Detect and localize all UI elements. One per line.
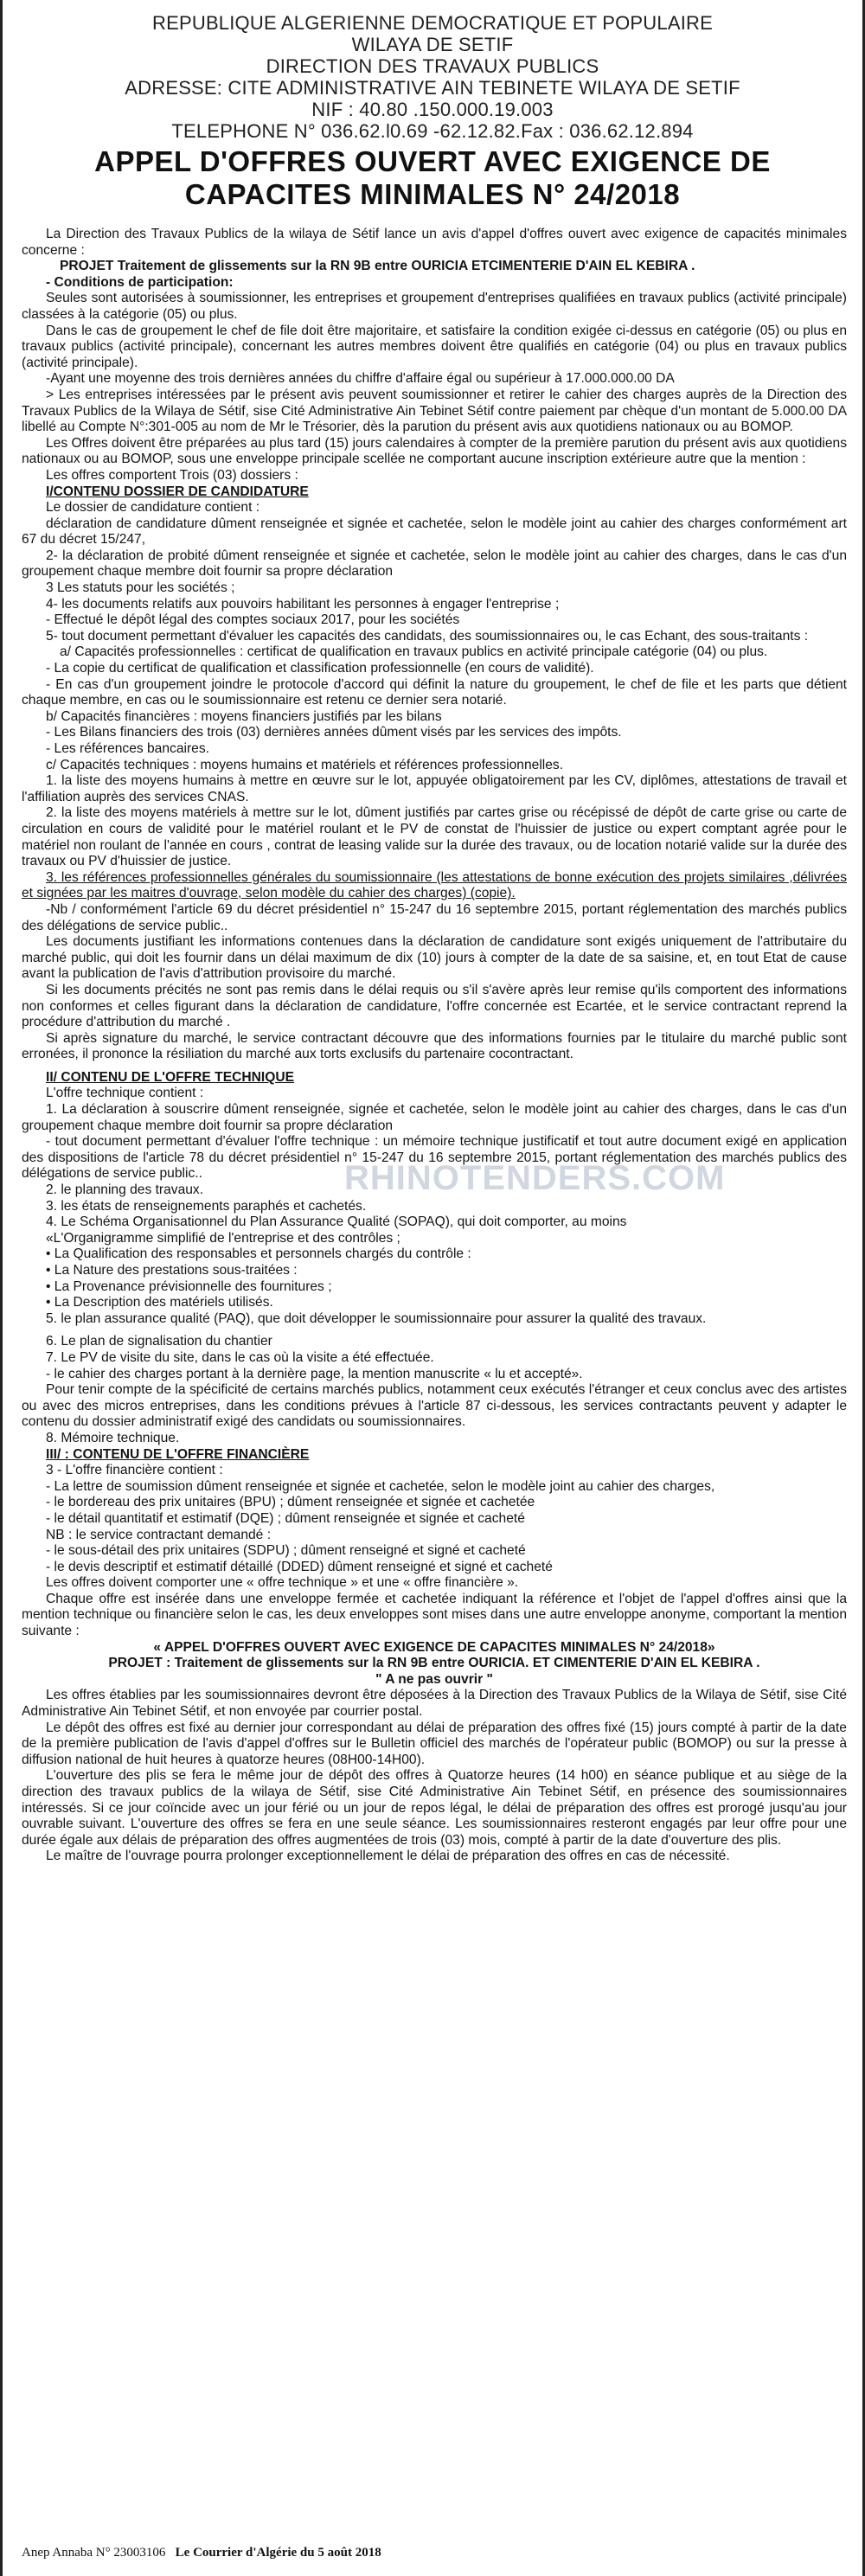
paragraph: NB : le service contractant demandé : [46, 1527, 272, 1542]
paragraph: Les offres doivent comporter une « offre technique » et une « offre financière ». [46, 1575, 519, 1591]
section-heading-financiere: III/ : CONTENU DE L'OFFRE FINANCIÈRE [46, 1446, 310, 1462]
watermark: RHINOTENDERS.COM [344, 1159, 726, 1197]
publication-footer [22, 2546, 381, 2560]
header-line-wilaya: WILAYA DE SETIF [351, 34, 514, 55]
paragraph: 2- la déclaration de probité dûment renseignée et signée et cachetée, selon le modèle joint au cahier des charges, dans le cas d'un groupement chaque membre doit fournir sa propre déclaration [22, 548, 847, 580]
do-not-open-mention: " A ne pas ouvrir " [375, 1671, 493, 1687]
paragraph: Pour tenir compte de la spécificité de certains marchés publics, notamment ceux exécutés l'étranger et ceux conclus avec des artistes ou avec des micros entreprises, dans les conditions prévues à l'article 87 ci-dessous, les services contractants peuvent y adapter le contenu du dossier administratif exigé des candidats ou soumissionnaires. [22, 1382, 847, 1430]
header-line-address: ADRESSE: CITE ADMINISTRATIVE AIN TEBINETE WILAYA DE SETIF [125, 77, 740, 99]
paragraph: 4. Le Schéma Organisationnel du Plan Assurance Qualité (SOPAQ), qui doit comporter, au moins [46, 1214, 627, 1230]
paragraph: Seules sont autorisées à soumissionner, les entreprises et groupement d'entreprises qualifiées en travaux publics (activité principale) classées à la catégorie (05) ou plus. [22, 291, 847, 322]
paragraph: > Les entreprises intéressées par le présent avis peuvent soumissionner et retirer le cahier des charges auprès de la Direction des Travaux Publics de la Wilaya de Sétif, sise Cité Administrative Ain Tebinet Sétif contre paiement par chèque d'un montant de 5.000.00 DA libellé au Compte N°:301-005 au nom de Mr le Trésorier, dès la parution du présent avis aux quotidiens nationaux ou au BOMOP. [22, 387, 847, 435]
paragraph: L'offre technique contient : [46, 1086, 204, 1101]
paragraph: Les Offres doivent être préparées au plus tard (15) jours calendaires à compter de la première parution du présent avis aux quotidiens nationaux ou au BOMOP, sous une enveloppe principale scellée ne comportant aucune inscription extérieure autre que la mention : [22, 435, 847, 467]
paragraph: 3. les références professionnelles générales du soumissionnaire (les attestations de bonne exécution des projets similaires ,délivrées et signées par les maitres d'ouvrage, selon modèle du cahier des charges) (copie). [22, 869, 847, 901]
paragraph: - le cahier des charges portant à la dernière page, la mention manuscrite « lu et accepté». [46, 1366, 583, 1381]
paragraph: b/ Capacités financières : moyens financiers justifiés par les bilans [46, 708, 442, 724]
header-line-republic: REPUBLIQUE ALGERIENNE DEMOCRATIQUE ET POPULAIRE [152, 12, 713, 34]
paragraph: Les offres établies par les soumissionnaires devront être déposées à la Direction des Travaux Publics de la Wilaya de Sétif, sise Cité Administrative Ain Tebinet Sétif, et non envoyée par courrier postal. [22, 1688, 847, 1720]
paragraph: - Les références bancaires. [46, 741, 209, 756]
paragraph: • La Description des matériels utilisés. [46, 1295, 273, 1310]
notice-title: APPEL D'OFFRES OUVERT AVEC EXIGENCE DE CAPACITES MINIMALES N° 24/2018 [94, 145, 771, 210]
paragraph: - le bordereau des prix unitaires (BPU) ; dûment renseignée et signée et cachetée [46, 1495, 535, 1510]
paragraph: Si les documents précités ne sont pas remis dans le délai requis ou s'il s'avère après leur remise qu'ils comportent des informations non conformes et celles figurant dans la déclaration de candidature, l'offre concernée est Ecartée, et le service contractant reprend la procédure d'attribution du marché . [22, 982, 847, 1030]
paragraph: • La Nature des prestations sous-traitées : [46, 1263, 298, 1278]
notice-header [3, 12, 862, 142]
paragraph: 5. le plan assurance qualité (PAQ), que doit développer le soumissionnaire pour assurer la qualité des travaux. [46, 1310, 707, 1326]
paragraph: 2. la liste des moyens matériels à mettre sur le lot, dûment justifiés par cartes grise ou récépissé de dépôt de carte grise ou carte de circulation en cours de validité pour le matériel roulant et le PV de constat de l'huissier de justice ou expert comptant agrée pour le matériel non roulant de l'année en cours , contrat de leasing valide sur la durée des travaux, ou de location notarié valide sur la durée des travaux ou PV d'huissier de justice. [22, 805, 847, 869]
paragraph: Le maître de l'ouvrage pourra prolonger exceptionnellement le délai de préparation des offres en cas de nécessité. [46, 1849, 730, 1864]
paragraph: • La Provenance prévisionnelle des fournitures ; [46, 1278, 332, 1294]
section-heading-technique: II/ CONTENU DE L'OFFRE TECHNIQUE [46, 1069, 294, 1085]
paragraph: Chaque offre est insérée dans une enveloppe fermée et cachetée indiquant la référence et l'objet de l'appel d'offres ainsi que la mention technique ou financière selon le cas, les deux enveloppes sont mises dans une autre enveloppe anonyme, comportant la mention suivante : [22, 1591, 847, 1639]
header-line-nif: NIF : 40.80 .150.000.19.003 [311, 99, 554, 120]
paragraph: 8. Mémoire technique. [46, 1430, 180, 1445]
paragraph: Si après signature du marché, le service contractant découvre que des informations fournies par le titulaire du marché public sont erronées, il prononce la résiliation du marché aux torts exclusifs du partenaire cocontractant. [22, 1030, 847, 1062]
paragraph: - Les Bilans financiers des trois (03) dernières années dûment visés par les services des impôts. [46, 725, 622, 740]
paragraph: -Nb / conformément l'article 69 du décret présidentiel n° 15-247 du 16 septembre 2015, portant réglementation des marchés publics des délégations de service public.. [22, 901, 847, 933]
paragraph: -Ayant une moyenne des trois dernières années du chiffre d'affaire égal ou supérieur à 17.000.000.00 DA [46, 371, 675, 387]
paragraph: c/ Capacités techniques : moyens humains et matériels et références professionnelles. [46, 757, 564, 772]
paragraph: déclaration de candidature dûment renseignée et signée et cachetée, selon le modèle joint au cahier des charges conformément art 67 du décret 15/247, [22, 516, 847, 548]
paragraph: 2. le planning des travaux. [46, 1182, 204, 1198]
paragraph: «L'Organigramme simplifié de l'entreprise et des contrôles ; [46, 1230, 400, 1246]
paragraph: a/ Capacités professionnelles : certificat de qualification en travaux publics en activité principale catégorie (04) ou plus. [60, 644, 768, 660]
paragraph: 4- les documents relatifs aux pouvoirs habilitant les personnes à engager l'entreprise ; [46, 596, 560, 612]
paragraph: Les documents justifiant les informations contenues dans la déclaration de candidature sont exigés uniquement de l'attributaire du marché public, qui doit les fournir dans un délai maximum de dix (10) jours à compter de la date de sa saisine, et, en tout Etat de cause avant la publication de l'avis d'attribution provisoire du marché. [22, 934, 847, 982]
paragraph: - La lettre de soumission dûment renseignée et signée et cachetée, selon le modèle joint au cahier des charges, [46, 1478, 715, 1494]
paragraph: - le sous-détail des prix unitaires (SDPU) ; dûment renseigné et signé et cacheté [46, 1543, 526, 1559]
paragraph: Le dépôt des offres est fixé au dernier jour correspondant au délai de préparation des offres fixé (15) jours compté à partir de la date de la première publication de l'avis d'appel d'offres sur le Bulletin officiel des marchés de l'opérateur public (BOMOP) ou sur la presse à diffusion national de huit heures à quatorze heures (08H00-14H00). [22, 1720, 847, 1767]
paragraph: 1. La déclaration à souscrire dûment renseignée, signée et cachetée, selon le modèle joint au cahier des charges, dans le cas d'un groupement chaque membre doit fournir sa propre déclaration [22, 1102, 847, 1133]
paragraph: - En cas d'un groupement joindre le protocole d'accord qui définit la nature du groupement, le chef de file et les parts que détient chaque membre, en cas ou le soumissionnaire est retenu ce dernier sera notarié. [22, 676, 847, 708]
section-heading-candidature: I/CONTENU DOSSIER DE CANDIDATURE [46, 484, 309, 499]
conditions-heading: - Conditions de participation: [46, 274, 234, 290]
paragraph: Les offres comportent Trois (03) dossiers : [46, 467, 298, 483]
paragraph: Dans le cas de groupement le chef de file doit être majoritaire, et satisfaire la condition exigée ci-dessus en catégorie (05) ou plus en travaux publics (activité principale), concernant les autres membres doivent être qualifiés en catégorie (04) ou plus en travaux publics (activité principale). [22, 323, 847, 370]
paragraph: - tout document permettant d'évaluer l'offre technique : un mémoire technique justificatif et tout autre document exigé en application des dispositions de l'article 78 du décret présidentiel n° 15-247 du 16 septembre 2015, portant réglementation des marchés publics des délégations de service public.. [22, 1134, 847, 1182]
paragraph: - le détail quantitatif et estimatif (DQE) ; dûment renseignée et signée et cacheté [46, 1510, 525, 1526]
newspaper-date: Le Courrier d'Algérie du 5 août 2018 [175, 2546, 381, 2560]
paragraph: - Effectué le dépôt légal des comptes sociaux 2017, pour les sociétés [46, 612, 460, 628]
header-line-telephone: TELEPHONE N° 036.62.l0.69 -62.12.82.Fax : 036.62.12.894 [171, 120, 694, 142]
paragraph: Le dossier de candidature contient : [46, 500, 260, 516]
notice-body [22, 227, 847, 1865]
paragraph: 6. Le plan de signalisation du chantier [46, 1334, 272, 1349]
paragraph: 5- tout document permettant d'évaluer les capacités des candidats, des soumissionnaires ou, le cas Echant, des sous-traitants : [46, 628, 809, 644]
envelope-project: PROJET : Traitement de glissements sur la RN 9B entre OURICIA. ET CIMENTERIE D'AIN EL KEBIRA . [108, 1656, 760, 1671]
paragraph: 3 Les statuts pour les sociétés ; [46, 580, 235, 596]
paragraph: 3 - L'offre financière contient : [46, 1463, 223, 1478]
anep-reference: Anep Annaba N° 23003106 [22, 2546, 166, 2560]
envelope-mention: « APPEL D'OFFRES OUVERT AVEC EXIGENCE DE CAPACITES MINIMALES N° 24/2018» [153, 1639, 715, 1655]
paragraph: L'ouverture des plis se fera le même jour de dépôt des offres à Quatorze heures (14 h00) en séance publique et au siège de la direction des travaux publics de la wilaya de Sétif, sise Cité Administrative Ain Tebinet Sétif, en présence des soumissionnaires intéressés. Si ce jour coïncide avec un jour férié ou un jour de repos légal, le délai de préparation des offres est prorogé jusqu'au jour ouvrable suivant. L'ouverture des offres se fera en une seule séance. Les soumissionnaires resteront engagés par leur offre pour une durée égale aux délais de préparation des offres augmentées de trois (03) mois, compté à partir de la date d'ouverture des plis. [22, 1768, 847, 1848]
paragraph: 1. la liste des moyens humains à mettre en œuvre sur le lot, appuyée obligatoirement par les CV, diplômes, attestations de travail et l'affiliation auprès des services CNAS. [22, 773, 847, 804]
intro-paragraph: La Direction des Travaux Publics de la wilaya de Sétif lance un avis d'appel d'offres ouvert avec exigence de capacités minimales concerne : [22, 227, 847, 258]
project-line: PROJET Traitement de glissements sur la RN 9B entre OURICIA ETCIMENTERIE D'AIN EL KEBIRA . [60, 259, 695, 274]
paragraph: - La copie du certificat de qualification et classification professionnelle (en cours de validité). [46, 661, 594, 676]
paragraph: - le devis descriptif et estimatif détaillé (DDED) dûment renseigné et signé et cacheté [46, 1559, 553, 1574]
paragraph: 3. les états de renseignements paraphés et cachetés. [46, 1198, 367, 1214]
header-line-direction: DIRECTION DES TRAVAUX PUBLICS [266, 55, 599, 77]
paragraph: • La Qualification des responsables et personnels chargés du contrôle : [46, 1246, 471, 1262]
paragraph: 7. Le PV de visite du site, dans le cas où la visite a été effectuée. [46, 1349, 434, 1365]
